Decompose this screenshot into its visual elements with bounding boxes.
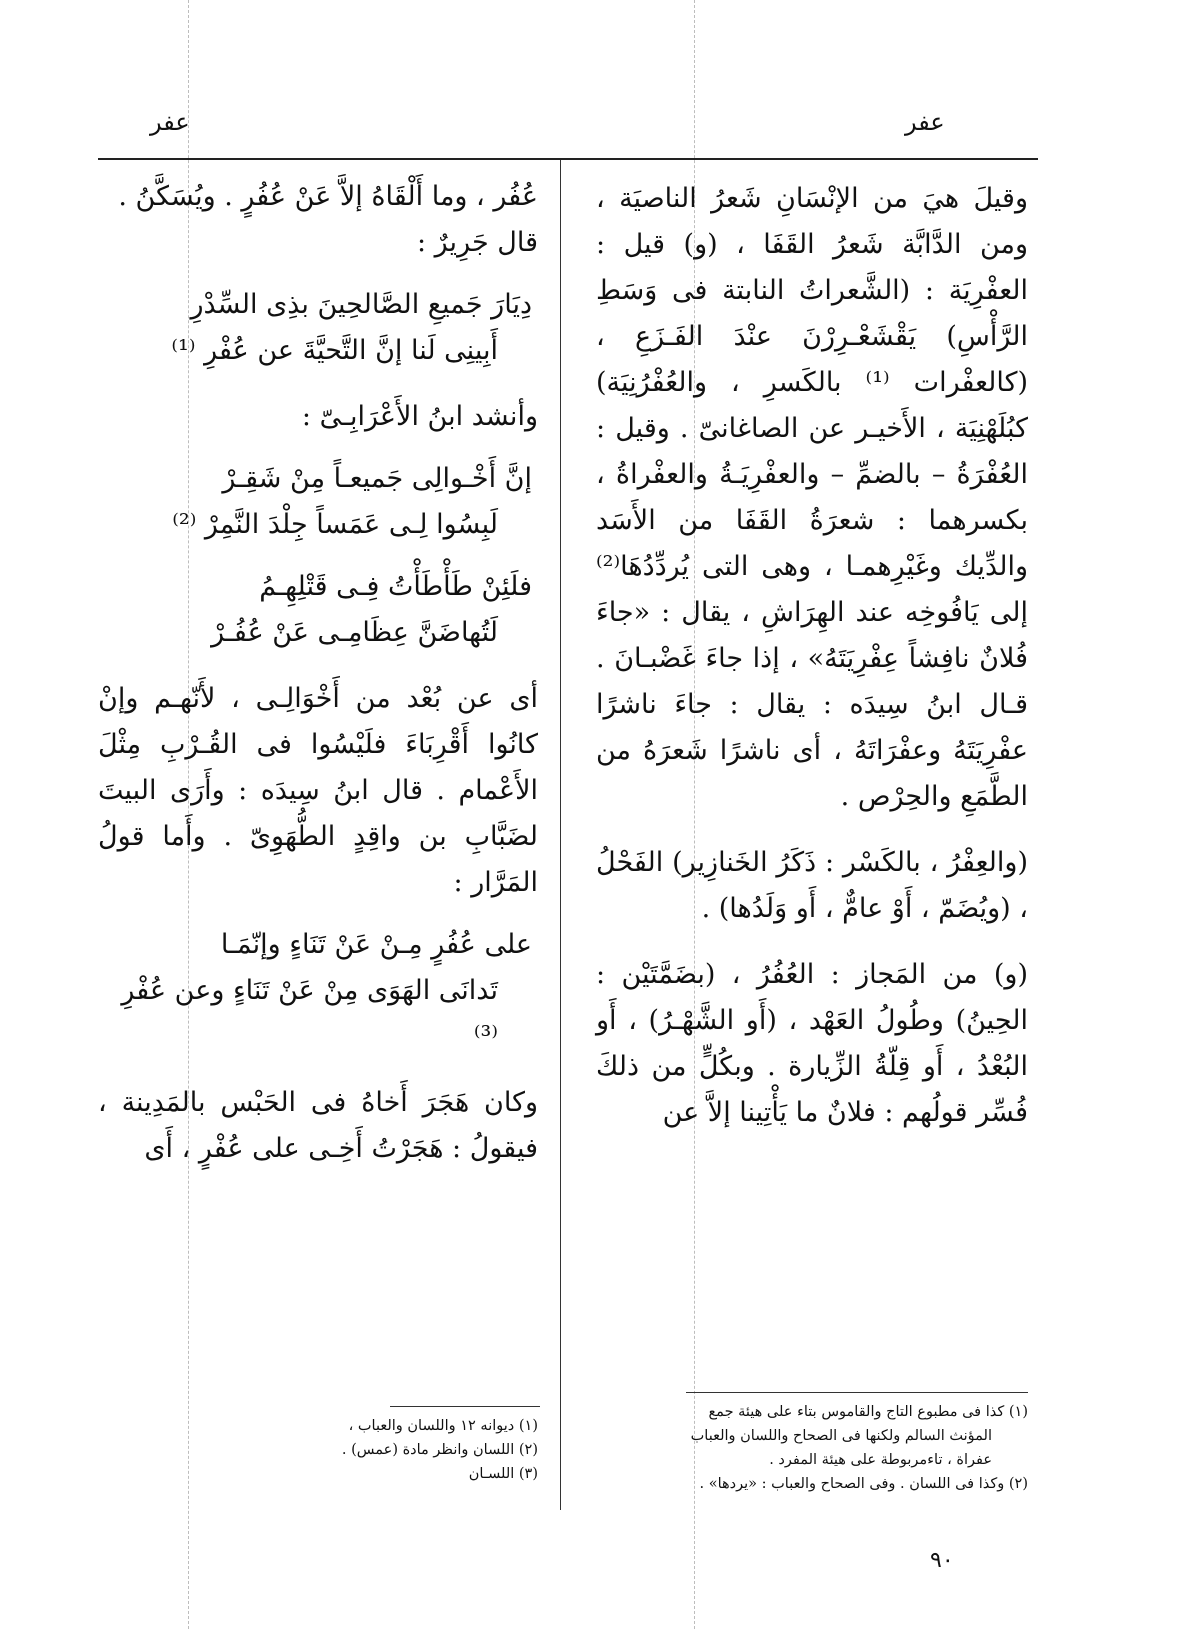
verse-hemistich-2: تَدانَى الهَوَى مِنْ عَنْ تَنَاءٍ وعن عُفْرِ ⁽³⁾ bbox=[121, 975, 498, 1052]
text-line: ذلكَ فُسِّر قولُهم : فلانٌ ما يَأْتِينا إلاَّ عن bbox=[596, 1051, 1028, 1128]
text-line: عُفُر ، وما أَلْقَاهُ إلاَّ عَنْ عُفُرٍ . ويُسَكَّنُ . bbox=[118, 181, 538, 212]
text-line: (و) من المَجاز : العُفُرُ ، (بضَمَّتَيْن : bbox=[596, 959, 1028, 990]
footnote: (١) كذا فى مطبوع التاج والقاموس بتاء على هيئة جمع bbox=[708, 1404, 1028, 1420]
text-line: كبُلَهْنِيَة ، الأَخيـر عن الصاغانىّ . bbox=[679, 413, 1028, 444]
right-column bbox=[596, 176, 1028, 1136]
text-line: ومن الدَّابَّة شَعرُ القَفَا ، (و) قيل : bbox=[596, 229, 1028, 260]
text-line: وكان هَجَرَ أَخاهُ فى الحَبْس بالمَدِينة ، bbox=[98, 1087, 538, 1118]
verse bbox=[98, 564, 538, 656]
left-column bbox=[98, 174, 538, 1172]
footnote-rule-left bbox=[390, 1406, 540, 1407]
text-line: مِثْلَ الأَعْمام . قال ابنُ سِيدَه : وأَرَى bbox=[98, 729, 539, 806]
footnote: (٢) اللسان وانظر مادة (عمس) . bbox=[341, 1442, 538, 1458]
footnote-continuation: المؤنث السالم ولكنها فى الصحاح واللسان والعباب bbox=[690, 1428, 992, 1444]
text-line: الحِينُ) وطُولُ العَهْد ، (أَو الشَّهْـرُ) ، bbox=[628, 1005, 1028, 1036]
footnote-rule-right bbox=[686, 1392, 1028, 1393]
column-divider bbox=[560, 160, 561, 1510]
text-line: وأنشد ابنُ الأَعْرَابِـىّ : bbox=[301, 401, 538, 432]
footnotes-left bbox=[300, 1414, 538, 1486]
text-line: (كالعفْرات ⁽¹⁾ بالكَسرِ ، والعُفْرُنِيَة) bbox=[596, 367, 1028, 398]
page-number: ٩٠ bbox=[930, 1548, 954, 1573]
footnote: (٣) اللسـان bbox=[468, 1466, 538, 1482]
footnote: (٢) وكذا فى اللسان . وفى الصحاح والعباب : «يردها» . bbox=[699, 1476, 1028, 1492]
running-header-right: عفر bbox=[905, 108, 945, 136]
footnote-continuation: عفراة ، تاءمربوطة على هيئة المفرد . bbox=[769, 1452, 992, 1468]
text-line: أى عن بُعْد من أَخْوَالِـى ، لأَنّهـم bbox=[154, 683, 538, 714]
text-line: فيقولُ : هَجَرْتُ أَخِـى على عُفْرٍ ، أَى bbox=[144, 1133, 538, 1164]
verse-hemistich-1: إنَّ أَخْـوالِى جَميعـاً مِنْ شَقِـرْ bbox=[222, 463, 532, 494]
verse-hemistich-2: لَتُهاضَنَّ عِظَامِـى عَنْ عُفُـرْ bbox=[211, 617, 498, 648]
verse bbox=[98, 456, 538, 548]
footnotes-right bbox=[600, 1400, 1028, 1496]
text-line: البيتَ لضَبَّابِ بن واقِدٍ الطُّهَوِىّ . وأَما bbox=[98, 775, 538, 852]
verse bbox=[98, 282, 538, 374]
text-line: يقال : «جاءَ فُلانٌ نافِشاً عِفْرِيَتَهُ» ، bbox=[596, 597, 1028, 674]
text-line: الفَحْلُ ، (ويُضَمّ ، أَوْ عامٌّ ، أَو وَلَدُها) . bbox=[596, 847, 1028, 924]
text-line: الأَسَد والدِّيك وغَيْرِهمـا ، وهى التى bbox=[596, 505, 1028, 582]
text-line: العفْرِيَة : (الشَّعراتُ النابتة فى وَسَطِ bbox=[596, 275, 1028, 306]
verse bbox=[98, 922, 538, 1060]
verse-hemistich-1: على عُفُرٍ مِـنْ عَنْ تَنَاءٍ وإنّمَـا bbox=[220, 929, 532, 960]
verse-hemistich-2: لَبِسُوا لِـى عَمَساً جِلْدَ النَّمِرْ ⁽²⁾ bbox=[172, 509, 498, 540]
text-line: أَو البُعْدُ ، أَو قِلّةُ الزِّيارة . وبكُلٍّ من bbox=[596, 1005, 1028, 1082]
verse-hemistich-1: فلَئِنْ طَأْطَأْتُ فِـى قَتْلِهِـمُ bbox=[259, 571, 532, 602]
text-line: (والعِفْرُ ، بالكَسْر : ذَكَرُ الخَنازِير) bbox=[672, 847, 1028, 878]
text-line: يقال : جاءَ ناشرًا عفْرِيَتَهُ وعفْرَاتَهُ ، bbox=[596, 689, 1028, 766]
verse-hemistich-2: أَبِينِى لَنا إنَّ التَّحيَّةَ عن عُفْرِ ⁽¹⁾ bbox=[171, 335, 498, 366]
running-header-left: عفر bbox=[150, 108, 190, 136]
footnote: (١) ديوانه ١٢ واللسان والعباب ، bbox=[348, 1418, 538, 1434]
text-line: قولُ المَرَّار : bbox=[98, 821, 538, 898]
verse-hemistich-1: دِيَارَ جَميعِ الصَّالحِينَ بذِى السِّدْرِ bbox=[190, 289, 532, 320]
text-line: والعفْراةُ ، بكسرهما : شعرَةُ القَفَا من bbox=[596, 459, 1028, 536]
text-line: إذا جاءَ غَضْبـانَ . قـال ابنُ سِيدَه : bbox=[596, 643, 1028, 720]
text-line: وقيل : العُفْرَةُ – بالضمِّ – والعفْرِيَـةُ bbox=[596, 413, 1028, 490]
text-line: أى ناشرًا شَعرَهُ من الطَّمَعِ والحِرْص . bbox=[596, 735, 1028, 812]
text-line: وقيلَ هيَ من الإنْسَانِ شَعرُ الناصيَة ، bbox=[596, 183, 1028, 214]
text-line: قال جَرِيرٌ : bbox=[416, 227, 538, 258]
text-line: وإنْ كانُوا أَقْرِبَاءَ فلَيْسُوا فى القُـرْبِ bbox=[98, 683, 538, 760]
text-line: الرَّأْسِ) يَقْشَعْـرِرْنَ عنْدَ الفَـزَعِ ، bbox=[596, 321, 1028, 352]
text-line: يُردِّدُهَا⁽²⁾ إلى يَافُوخِه عند الهِرَاشِ ، bbox=[596, 551, 1028, 628]
header-rule bbox=[98, 158, 1038, 160]
